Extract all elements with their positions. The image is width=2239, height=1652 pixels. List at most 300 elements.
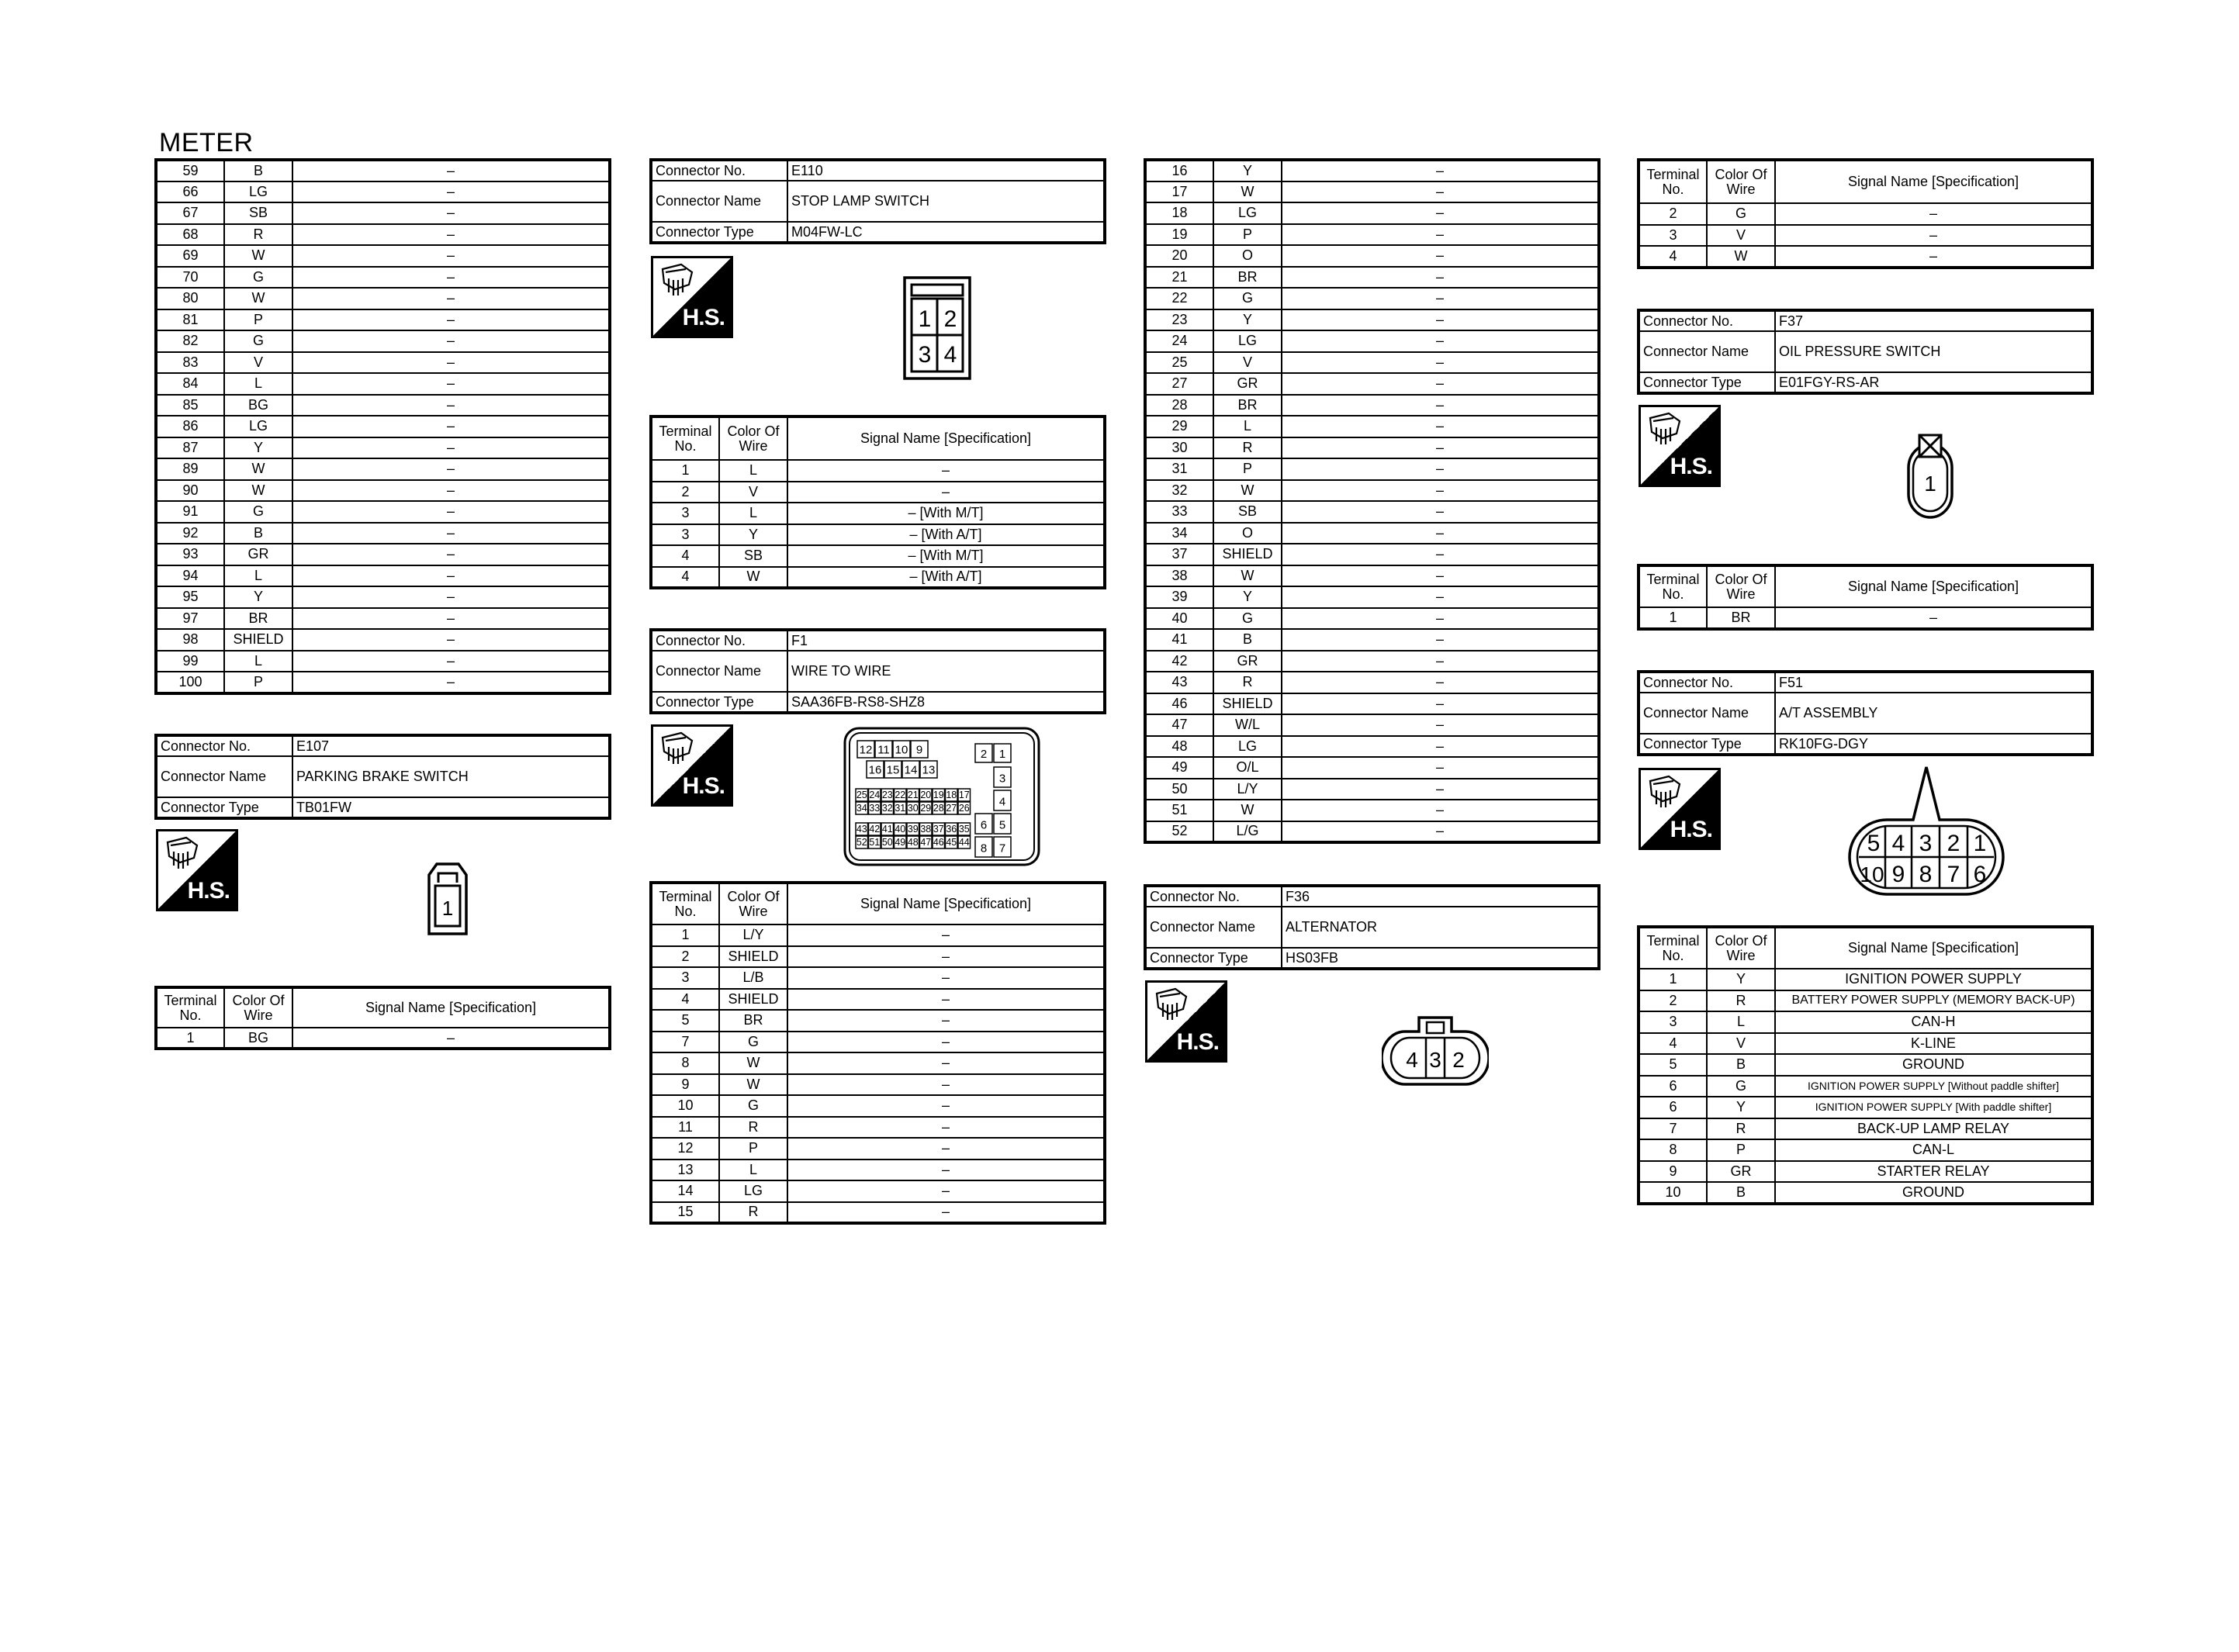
terminal-no-cell: 100 [156,672,224,693]
terminal-no-cell: 17 [1145,181,1213,203]
wire-color-cell: W [1213,565,1282,587]
pin-label: 27 [946,803,957,814]
signal-name-header: Signal Name [Specification] [1775,927,2092,969]
pin-label: 1 [441,897,454,920]
pin-label: 39 [907,824,919,835]
terminal-no-cell: 97 [156,608,224,630]
wire-color-cell: G [224,267,292,289]
wire-color-cell: G [719,1032,787,1053]
pin-label: 1 [998,748,1006,761]
table-row [156,352,610,374]
signal-name-cell: – [With M/T] [787,545,1105,567]
wire-color-cell: W [719,1052,787,1074]
signal-name-cell: BATTERY POWER SUPPLY (MEMORY BACK-UP) [1775,990,2092,1012]
pin-label: 8 [980,842,988,855]
f51-connector-info [1637,670,2094,756]
signal-name-cell: – [292,437,610,459]
table-row [1145,565,1599,587]
connector-name-label: Connector Name [1145,907,1282,948]
wire-color-cell: O [1213,523,1282,544]
table-row [1145,288,1599,309]
table-row [1145,821,1599,843]
e107-connector-face [426,861,469,941]
signal-name-cell: – [1282,373,1599,395]
table-row [156,245,610,267]
terminal-no-cell: 21 [1145,267,1213,289]
terminal-no-cell: 24 [1145,330,1213,352]
wire-color-cell: SHIELD [224,629,292,651]
terminal-no-cell: 4 [1639,246,1707,268]
terminal-no-cell: 10 [651,1095,719,1117]
harness-side-icon [1639,768,1721,850]
wire-color-cell: L [1213,416,1282,437]
signal-name-cell: – [787,1052,1105,1074]
terminal-no-cell: 43 [1145,672,1213,693]
table-row [1145,373,1599,395]
connector-no-label: Connector No. [156,735,292,756]
f1-terminal-table-b [1144,158,1601,844]
table-row [1639,607,2092,629]
hs-label: H.S. [187,878,230,904]
meter-terminal-table [154,158,611,695]
table-row [651,1052,1105,1074]
table-row [1145,267,1599,289]
table-row [156,160,610,181]
wire-color-cell: GR [1213,651,1282,672]
f1-connector-info [649,628,1106,714]
table-row [651,946,1105,968]
terminal-no-header: Terminal No. [156,987,224,1028]
terminal-no-cell: 87 [156,437,224,459]
signal-name-cell: – [1282,160,1599,181]
table-row [651,1010,1105,1032]
pin-label: 7 [998,842,1006,855]
signal-name-cell: – [787,967,1105,989]
wire-color-cell: SHIELD [1213,693,1282,715]
pin-label: 11 [877,743,890,757]
harness-side-icon [156,829,238,911]
wire-color-cell: Y [224,437,292,459]
table-row [651,567,1105,589]
wire-color-cell: R [1213,437,1282,459]
wire-color-cell: R [1213,672,1282,693]
signal-name-cell: IGNITION POWER SUPPLY [With paddle shifter] [1775,1097,2092,1118]
terminal-no-cell: 34 [1145,523,1213,544]
table-row [1145,416,1599,437]
wire-color-cell: B [224,160,292,181]
color-of-wire-header: Color Of Wire [719,416,787,460]
pin-label: 33 [869,803,881,814]
signal-name-cell: – [1282,672,1599,693]
wire-color-cell: V [1707,225,1775,247]
wire-color-cell: V [719,482,787,503]
pin-label: 40 [895,824,906,835]
table-row [156,437,610,459]
table-row [651,1074,1105,1096]
color-of-wire-header: Color Of Wire [1707,927,1775,969]
f1-connector-face [843,727,1040,870]
wire-color-cell: G [1707,203,1775,225]
terminal-no-cell: 30 [1145,437,1213,459]
terminal-no-cell: 6 [1639,1097,1707,1118]
signal-name-cell: – [1282,416,1599,437]
wire-color-cell: G [1707,1076,1775,1097]
terminal-no-cell: 50 [1145,779,1213,800]
terminal-no-cell: 1 [1639,969,1707,990]
pin-label: 4 [998,795,1006,809]
terminal-no-cell: 10 [1639,1182,1707,1204]
table-row [1145,757,1599,779]
pin-label: 5 [1867,831,1881,856]
table-row [156,608,610,630]
pin-label: 38 [920,824,932,835]
signal-name-cell: – [787,1074,1105,1096]
signal-name-cell: – [1775,246,2092,268]
table-row [156,501,610,523]
terminal-no-cell: 68 [156,224,224,246]
table-row [651,1180,1105,1202]
connector-name: STOP LAMP SWITCH [787,181,1105,222]
pin-label: 16 [868,763,882,777]
terminal-no-cell: 69 [156,245,224,267]
table-row [651,482,1105,503]
wire-color-cell: LG [719,1180,787,1202]
connector-type-label: Connector Type [651,692,787,713]
terminal-no-cell: 82 [156,330,224,352]
color-of-wire-header: Color Of Wire [719,883,787,924]
wire-color-cell: L/B [719,967,787,989]
wire-color-cell: SB [719,545,787,567]
table-row [1145,181,1599,203]
connector-no-label: Connector No. [651,630,787,651]
signal-name-cell: – [787,1032,1105,1053]
pin-label: 47 [920,837,932,848]
terminal-no-cell: 89 [156,458,224,480]
signal-name-cell: – [292,373,610,395]
pin-label: 2 [1947,831,1960,856]
wire-color-cell: B [1707,1182,1775,1204]
table-row [651,1032,1105,1053]
wire-color-cell: LG [224,416,292,437]
terminal-no-cell: 49 [1145,757,1213,779]
signal-name-cell: – [787,1160,1105,1181]
table-row [1639,1161,2092,1183]
table-row [1145,245,1599,267]
signal-name-cell: – [1775,607,2092,629]
terminal-no-header: Terminal No. [1639,927,1707,969]
terminal-no-cell: 1 [651,460,719,482]
signal-name-cell: – [787,924,1105,946]
terminal-no-cell: 80 [156,288,224,309]
signal-name-cell: – [1775,203,2092,225]
hs-label: H.S. [682,773,725,799]
signal-name-cell: – [292,480,610,502]
hand-icon [1646,773,1687,810]
signal-name-cell: – [1282,267,1599,289]
wire-color-cell: R [719,1117,787,1139]
terminal-no-cell: 9 [1639,1161,1707,1183]
terminal-no-cell: 3 [651,524,719,546]
f1-terminal-table-a [649,881,1106,1225]
signal-name-cell: – [787,1117,1105,1139]
signal-name-cell: – [1282,714,1599,736]
signal-name-cell: – [787,482,1105,503]
connector-no: E107 [292,735,610,756]
pin-label: 43 [856,824,867,835]
table-row [156,288,610,309]
pin-label: 3 [1919,831,1933,856]
table-row [1145,779,1599,800]
signal-name-cell: GROUND [1775,1054,2092,1076]
pin-label: 12 [859,743,873,757]
e110-connector-face [902,275,972,385]
pin-label: 34 [856,803,867,814]
wire-color-cell: R [1707,990,1775,1012]
terminal-no-cell: 16 [1145,160,1213,181]
wire-color-cell: O [1213,245,1282,267]
table-row [156,544,610,565]
table-row [156,480,610,502]
signal-name-cell: – [292,267,610,289]
signal-name-cell: – [1282,544,1599,565]
wire-color-cell: W [224,458,292,480]
table-row [1639,1054,2092,1076]
wire-color-cell: G [1213,288,1282,309]
table-row [1639,1118,2092,1140]
pin-label: 1 [918,306,932,332]
wire-color-cell: Y [1707,969,1775,990]
connector-name: WIRE TO WIRE [787,651,1105,692]
signal-name-cell: – [292,181,610,203]
signal-name-cell: – [1282,523,1599,544]
wire-color-cell: G [719,1095,787,1117]
f37-connector-face [1902,432,1958,526]
pin-label: 3 [918,342,932,368]
terminal-no-header: Terminal No. [1639,565,1707,607]
e110-terminal-table [649,415,1106,589]
table-row [1145,309,1599,331]
table-row [651,460,1105,482]
signal-name-cell: – [292,586,610,608]
wire-color-cell: Y [719,524,787,546]
signal-name-cell: – [292,309,610,331]
pin-label: 1 [1924,472,1936,496]
terminal-no-cell: 2 [651,946,719,968]
table-row [1145,608,1599,630]
table-row [1145,202,1599,224]
pin-label: 51 [869,837,881,848]
table-row [651,967,1105,989]
terminal-no-cell: 25 [1145,352,1213,374]
pin-label: 31 [895,803,906,814]
pin-label: 3 [1429,1048,1441,1072]
terminal-no-cell: 2 [651,482,719,503]
pin-label: 44 [958,837,970,848]
connector-no: F1 [787,630,1105,651]
table-row [651,1117,1105,1139]
table-row [156,1028,610,1049]
terminal-no-cell: 98 [156,629,224,651]
wire-color-cell: L [224,373,292,395]
wire-color-cell: V [1707,1033,1775,1055]
table-row [1639,990,2092,1012]
wire-color-cell: P [1707,1139,1775,1161]
pin-label: 42 [869,824,881,835]
pin-label: 41 [881,824,893,835]
table-row [651,524,1105,546]
signal-name-cell: – [1282,224,1599,246]
connector-type-label: Connector Type [1639,372,1775,393]
terminal-no-cell: 7 [651,1032,719,1053]
signal-name-cell: – [292,458,610,480]
connector-name-label: Connector Name [1639,331,1775,372]
terminal-no-cell: 1 [651,924,719,946]
connector-type-label: Connector Type [156,797,292,818]
pin-label: 22 [895,790,906,800]
wire-color-cell: SB [224,202,292,224]
wire-color-cell: L [719,503,787,524]
pin-label: 17 [958,790,970,800]
terminal-no-cell: 91 [156,501,224,523]
pin-label: 25 [856,790,867,800]
wire-color-cell: BG [224,1028,292,1049]
signal-name-cell: – [1282,202,1599,224]
table-row [1145,672,1599,693]
pin-label: 5 [998,818,1006,832]
signal-name-cell: – [787,1180,1105,1202]
wire-color-cell: SHIELD [1213,544,1282,565]
signal-name-cell: – [1282,693,1599,715]
signal-name-cell: – [292,224,610,246]
pin-label: 45 [946,837,957,848]
table-row [651,989,1105,1011]
signal-name-cell: STARTER RELAY [1775,1161,2092,1183]
terminal-no-cell: 7 [1639,1118,1707,1140]
harness-side-icon [651,724,733,807]
e107-connector-info [154,734,611,820]
connector-type: SAA36FB-RS8-SHZ8 [787,692,1105,713]
signal-name-cell: – [787,1138,1105,1160]
wire-color-cell: BR [719,1010,787,1032]
pin-label: 26 [958,803,970,814]
pin-label: 28 [933,803,944,814]
wire-color-cell: W [1213,181,1282,203]
connector-type: M04FW-LC [787,222,1105,243]
pin-label: 6 [980,818,988,832]
pin-label: 10 [895,743,908,757]
wire-color-cell: Y [1707,1097,1775,1118]
signal-name-cell: – [292,651,610,672]
wire-color-cell: Y [1213,586,1282,608]
wire-color-cell: L [224,565,292,587]
table-row [651,545,1105,567]
pin-label: 20 [920,790,932,800]
terminal-no-cell: 39 [1145,586,1213,608]
color-of-wire-header: Color Of Wire [1707,565,1775,607]
signal-name-cell: – [292,672,610,693]
connector-name-label: Connector Name [156,756,292,797]
terminal-no-cell: 85 [156,395,224,416]
pin-label: 46 [933,837,944,848]
signal-name-cell: – [292,608,610,630]
table-row [156,224,610,246]
signal-name-cell: – [1282,352,1599,374]
wire-color-cell: P [224,309,292,331]
connector-no-label: Connector No. [1639,672,1775,693]
hs-label: H.S. [1176,1029,1219,1055]
signal-name-cell: – [292,501,610,523]
signal-name-cell: – [292,523,610,544]
pin-label: 23 [881,790,893,800]
pin-label: 29 [920,803,932,814]
wire-color-cell: BR [1213,395,1282,416]
terminal-no-cell: 18 [1145,202,1213,224]
table-row [156,181,610,203]
table-row [156,672,610,693]
signal-name-cell: – [787,946,1105,968]
terminal-no-cell: 15 [651,1202,719,1224]
wire-color-cell: P [719,1138,787,1160]
wire-color-cell: GR [224,544,292,565]
connector-name: OIL PRESSURE SWITCH [1775,331,2092,372]
signal-name-cell: – [1282,395,1599,416]
connector-name-label: Connector Name [1639,693,1775,734]
wire-color-cell: B [1707,1054,1775,1076]
signal-name-cell: – [787,1202,1105,1224]
signal-name-cell: – [292,160,610,181]
signal-name-cell: – [1282,800,1599,821]
terminal-no-cell: 12 [651,1138,719,1160]
terminal-no-cell: 47 [1145,714,1213,736]
signal-name-cell: – [787,1095,1105,1117]
signal-name-cell: – [1282,779,1599,800]
table-row [1145,800,1599,821]
signal-name-header: Signal Name [Specification] [1775,160,2092,203]
wire-color-cell: W [1213,800,1282,821]
wire-color-cell: L [719,1160,787,1181]
signal-name-header: Signal Name [Specification] [1775,565,2092,607]
terminal-no-cell: 42 [1145,651,1213,672]
table-row [1639,1033,2092,1055]
connector-name: ALTERNATOR [1282,907,1599,948]
signal-name-cell: – [1282,501,1599,523]
signal-name-cell: – [787,989,1105,1011]
pin-label: 4 [943,342,957,368]
pin-label: 32 [881,803,893,814]
wire-color-cell: L/Y [719,924,787,946]
wire-color-cell: LG [1213,736,1282,758]
wire-color-cell: SHIELD [719,946,787,968]
terminal-no-cell: 90 [156,480,224,502]
terminal-no-cell: 2 [1639,203,1707,225]
signal-name-cell: – [292,1028,610,1049]
table-row [1145,224,1599,246]
terminal-no-cell: 37 [1145,544,1213,565]
table-row [156,651,610,672]
table-row [156,395,610,416]
terminal-no-cell: 1 [1639,607,1707,629]
terminal-no-cell: 94 [156,565,224,587]
page-title: METER [159,128,254,157]
table-row [1145,458,1599,480]
signal-name-cell: – [1282,651,1599,672]
pin-label: 18 [946,790,957,800]
pin-label: 48 [907,837,919,848]
terminal-no-cell: 52 [1145,821,1213,843]
wire-color-cell: R [719,1202,787,1224]
table-row [1145,523,1599,544]
connector-no: F37 [1775,310,2092,331]
